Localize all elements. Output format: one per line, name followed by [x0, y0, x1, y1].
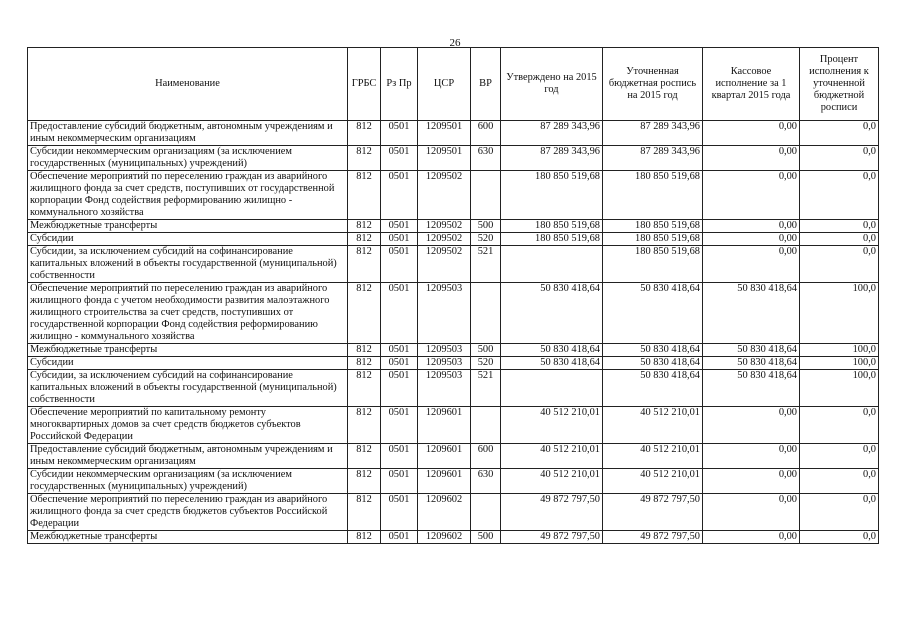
row-name: Субсидии [28, 233, 348, 246]
table-header-row [28, 48, 879, 121]
row-approved [501, 370, 603, 407]
row-grbs: 812 [348, 357, 381, 370]
row-rzpr: 0501 [381, 121, 418, 146]
row-vr: 630 [471, 146, 501, 171]
header-name: Наименование [28, 48, 348, 121]
row-csr: 1209601 [418, 407, 471, 444]
row-refined: 49 872 797,50 [603, 531, 703, 544]
row-grbs: 812 [348, 146, 381, 171]
row-csr: 1209602 [418, 531, 471, 544]
table-row [28, 171, 879, 220]
row-name: Обеспечение мероприятий по капитальному ремонту многоквартирных домов за счет средств бюджетов субъектов Российской Федерации [28, 407, 348, 444]
table-row [28, 407, 879, 444]
row-rzpr: 0501 [381, 283, 418, 344]
row-rzpr: 0501 [381, 171, 418, 220]
row-refined: 180 850 519,68 [603, 233, 703, 246]
row-refined: 49 872 797,50 [603, 494, 703, 531]
row-approved: 180 850 519,68 [501, 171, 603, 220]
row-cash: 0,00 [703, 494, 800, 531]
row-grbs: 812 [348, 171, 381, 220]
row-grbs: 812 [348, 344, 381, 357]
row-name: Обеспечение мероприятий по переселению граждан из аварийного жилищного фонда за счет средств бюджетов субъектов Российской Федерации [28, 494, 348, 531]
table-row [28, 246, 879, 283]
row-name: Обеспечение мероприятий по переселению граждан из аварийного жилищного фонда с учетом необходимости развития малоэтажного жилищного строительства за счет средств, поступивших от государственной корпорации Фонд содействия реформированию жилищно - коммунального хозяйства [28, 283, 348, 344]
row-vr: 521 [471, 370, 501, 407]
row-refined: 40 512 210,01 [603, 407, 703, 444]
row-csr: 1209502 [418, 233, 471, 246]
row-percent: 100,0 [800, 357, 879, 370]
row-vr: 500 [471, 220, 501, 233]
row-approved: 40 512 210,01 [501, 407, 603, 444]
header-cash: Кассовое исполнение за 1 квартал 2015 года [703, 48, 800, 121]
row-cash: 0,00 [703, 171, 800, 220]
table-row [28, 357, 879, 370]
row-rzpr: 0501 [381, 220, 418, 233]
row-refined: 40 512 210,01 [603, 444, 703, 469]
row-percent: 0,0 [800, 494, 879, 531]
row-cash: 0,00 [703, 220, 800, 233]
row-name: Межбюджетные трансферты [28, 344, 348, 357]
row-percent: 0,0 [800, 171, 879, 220]
row-grbs: 812 [348, 233, 381, 246]
row-cash: 0,00 [703, 246, 800, 283]
row-name: Межбюджетные трансферты [28, 220, 348, 233]
row-approved: 87 289 343,96 [501, 121, 603, 146]
row-name: Межбюджетные трансферты [28, 531, 348, 544]
row-name: Субсидии, за исключением субсидий на софинансирование капитальных вложений в объекты государственной (муниципальной) собственности [28, 370, 348, 407]
table-row [28, 469, 879, 494]
header-rzpr: Рз Пр [381, 48, 418, 121]
row-csr: 1209602 [418, 494, 471, 531]
row-percent: 100,0 [800, 283, 879, 344]
table-row [28, 531, 879, 544]
table-body [28, 121, 879, 544]
row-vr: 600 [471, 444, 501, 469]
row-refined: 87 289 343,96 [603, 146, 703, 171]
row-percent: 0,0 [800, 469, 879, 494]
budget-table [27, 47, 879, 544]
table-row [28, 233, 879, 246]
row-name: Субсидии некоммерческим организациям (за исключением государственных (муниципальных) учреждений) [28, 146, 348, 171]
header-refined: Уточненная бюджетная роспись на 2015 год [603, 48, 703, 121]
table-row [28, 220, 879, 233]
row-approved: 180 850 519,68 [501, 220, 603, 233]
row-vr: 500 [471, 344, 501, 357]
row-refined: 180 850 519,68 [603, 220, 703, 233]
row-rzpr: 0501 [381, 357, 418, 370]
row-name: Субсидии некоммерческим организациям (за исключением государственных (муниципальных) учреждений) [28, 469, 348, 494]
row-csr: 1209601 [418, 469, 471, 494]
row-grbs: 812 [348, 370, 381, 407]
row-refined: 180 850 519,68 [603, 171, 703, 220]
row-approved: 50 830 418,64 [501, 283, 603, 344]
row-vr: 630 [471, 469, 501, 494]
row-csr: 1209502 [418, 246, 471, 283]
row-refined: 50 830 418,64 [603, 357, 703, 370]
row-rzpr: 0501 [381, 494, 418, 531]
row-vr: 520 [471, 233, 501, 246]
row-grbs: 812 [348, 494, 381, 531]
row-name: Обеспечение мероприятий по переселению граждан из аварийного жилищного фонда за счет средств, поступивших от государственной корпорации Фонд содействия реформированию жилищно - коммунального хозяйства [28, 171, 348, 220]
row-approved: 50 830 418,64 [501, 344, 603, 357]
row-grbs: 812 [348, 407, 381, 444]
row-name: Предоставление субсидий бюджетным, автономным учреждениям и иным некоммерческим организациям [28, 444, 348, 469]
row-percent: 0,0 [800, 407, 879, 444]
row-grbs: 812 [348, 531, 381, 544]
row-grbs: 812 [348, 246, 381, 283]
row-vr [471, 283, 501, 344]
row-percent: 100,0 [800, 370, 879, 407]
row-csr: 1209501 [418, 146, 471, 171]
row-csr: 1209601 [418, 444, 471, 469]
header-percent: Процент исполнения к уточненной бюджетной росписи [800, 48, 879, 121]
row-csr: 1209503 [418, 283, 471, 344]
row-approved: 50 830 418,64 [501, 357, 603, 370]
row-cash: 0,00 [703, 469, 800, 494]
row-rzpr: 0501 [381, 407, 418, 444]
row-refined: 87 289 343,96 [603, 121, 703, 146]
row-approved: 40 512 210,01 [501, 444, 603, 469]
row-csr: 1209502 [418, 171, 471, 220]
row-percent: 100,0 [800, 344, 879, 357]
row-percent: 0,0 [800, 531, 879, 544]
row-vr [471, 494, 501, 531]
row-approved: 49 872 797,50 [501, 494, 603, 531]
row-refined: 180 850 519,68 [603, 246, 703, 283]
row-csr: 1209502 [418, 220, 471, 233]
row-rzpr: 0501 [381, 469, 418, 494]
row-rzpr: 0501 [381, 146, 418, 171]
row-cash: 50 830 418,64 [703, 344, 800, 357]
row-cash: 0,00 [703, 444, 800, 469]
row-csr: 1209503 [418, 357, 471, 370]
row-cash: 0,00 [703, 531, 800, 544]
row-approved: 49 872 797,50 [501, 531, 603, 544]
row-refined: 50 830 418,64 [603, 344, 703, 357]
row-grbs: 812 [348, 220, 381, 233]
row-refined: 40 512 210,01 [603, 469, 703, 494]
row-rzpr: 0501 [381, 531, 418, 544]
header-grbs: ГРБС [348, 48, 381, 121]
row-percent: 0,0 [800, 220, 879, 233]
row-rzpr: 0501 [381, 370, 418, 407]
row-rzpr: 0501 [381, 233, 418, 246]
row-percent: 0,0 [800, 233, 879, 246]
row-grbs: 812 [348, 121, 381, 146]
row-grbs: 812 [348, 283, 381, 344]
header-csr: ЦСР [418, 48, 471, 121]
row-refined: 50 830 418,64 [603, 370, 703, 407]
row-cash: 0,00 [703, 121, 800, 146]
row-cash: 50 830 418,64 [703, 357, 800, 370]
row-approved: 180 850 519,68 [501, 233, 603, 246]
table-row [28, 444, 879, 469]
header-vr: ВР [471, 48, 501, 121]
table-row [28, 283, 879, 344]
row-percent: 0,0 [800, 121, 879, 146]
row-name: Субсидии, за исключением субсидий на софинансирование капитальных вложений в объекты государственной (муниципальной) собственности [28, 246, 348, 283]
row-rzpr: 0501 [381, 246, 418, 283]
page-number: 26 [449, 37, 461, 49]
row-percent: 0,0 [800, 444, 879, 469]
row-percent: 0,0 [800, 246, 879, 283]
row-cash: 50 830 418,64 [703, 370, 800, 407]
row-rzpr: 0501 [381, 344, 418, 357]
row-approved: 87 289 343,96 [501, 146, 603, 171]
table-row [28, 146, 879, 171]
table-row [28, 121, 879, 146]
table-row [28, 494, 879, 531]
table-row [28, 344, 879, 357]
row-vr: 520 [471, 357, 501, 370]
row-vr [471, 407, 501, 444]
row-vr: 521 [471, 246, 501, 283]
row-cash: 0,00 [703, 233, 800, 246]
row-grbs: 812 [348, 469, 381, 494]
row-csr: 1209501 [418, 121, 471, 146]
row-approved: 40 512 210,01 [501, 469, 603, 494]
row-cash: 50 830 418,64 [703, 283, 800, 344]
row-name: Предоставление субсидий бюджетным, автономным учреждениям и иным некоммерческим организациям [28, 121, 348, 146]
row-vr [471, 171, 501, 220]
header-approved: Утверждено на 2015 год [501, 48, 603, 121]
row-cash: 0,00 [703, 407, 800, 444]
row-rzpr: 0501 [381, 444, 418, 469]
row-csr: 1209503 [418, 370, 471, 407]
row-refined: 50 830 418,64 [603, 283, 703, 344]
row-cash: 0,00 [703, 146, 800, 171]
table-row [28, 370, 879, 407]
row-name: Субсидии [28, 357, 348, 370]
row-grbs: 812 [348, 444, 381, 469]
row-vr: 600 [471, 121, 501, 146]
row-vr: 500 [471, 531, 501, 544]
row-percent: 0,0 [800, 146, 879, 171]
row-csr: 1209503 [418, 344, 471, 357]
row-approved [501, 246, 603, 283]
